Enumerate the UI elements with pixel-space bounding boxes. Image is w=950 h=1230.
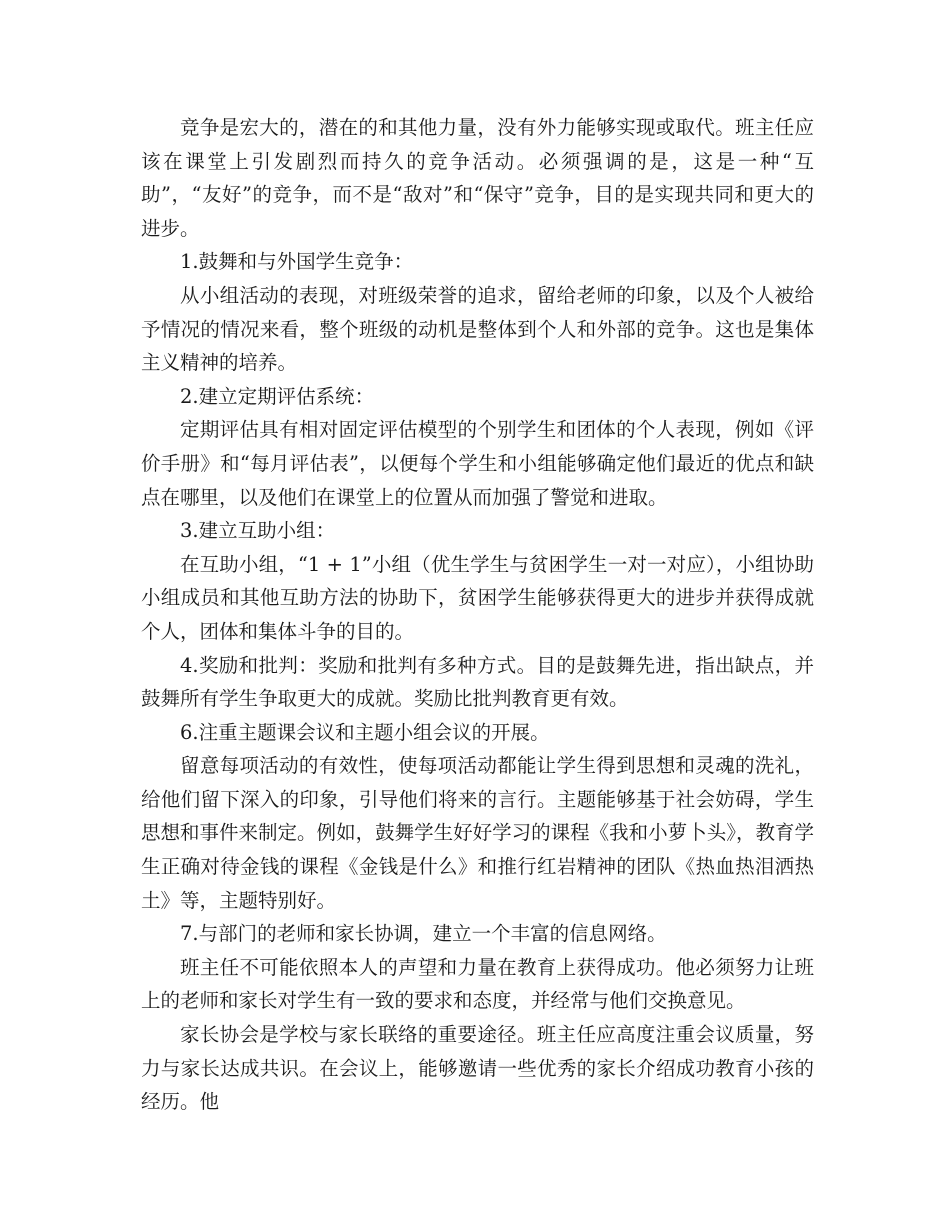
paragraph-item-4: 4.奖励和批判：奖励和批判有多种方式。目的是鼓舞先进，指出缺点，并鼓舞所有学生争取更大的成就。奖励比批判教育更有效。: [141, 653, 814, 711]
paragraph-item-6: 留意每项活动的有效性，使每项活动都能让学生得到思想和灵魂的洗礼，给他们留下深入的印象，引导他们将来的言行。主题能够基于社会妨碍，学生思想和事件来制定。例如，鼓舞学生好好学习的课程《我和小萝卜头》，教育学生正确对待金钱的课程《金钱是什么》和推行红岩精神的团队《热血热泪洒热土》等，主题特别好。: [141, 754, 814, 912]
paragraph-item-7: 班主任不可能依照本人的声望和力量在教育上获得成功。他必须努力让班上的老师和家长对学生有一致的要求和态度，并经常与他们交换意见。: [141, 955, 814, 1013]
heading-item-3: 3.建立互助小组：: [180, 519, 336, 543]
heading-item-7: 7.与部门的老师和家长协调，建立一个丰富的信息网络。: [180, 922, 667, 946]
paragraph-competition-intro: 竞争是宏大的，潜在的和其他力量，没有外力能够实现或取代。班主任应该在课堂上引发剧烈而持久的竞争活动。必须强调的是，这是一种“互助”，“友好”的竞争，而不是“敌对”和“保守”竞争，目的是实现共同和更大的进步。: [141, 116, 814, 240]
document-body: [141, 111, 814, 1119]
heading-item-2: 2.建立定期评估系统：: [180, 384, 375, 408]
heading-item-1: 1.鼓舞和与外国学生竞争：: [180, 250, 414, 274]
paragraph-parent-association: 家长协会是学校与家长联络的重要途径。班主任应高度注重会议质量，努力与家长达成共识。在会议上，能够邀请一些优秀的家长介绍成功教育小孩的经历。他: [141, 1023, 814, 1114]
heading-item-6: 6.注重主题课会议和主题小组会议的开展。: [180, 720, 550, 744]
paragraph-item-3: 在互助小组，“1 + 1”小组（优生学生与贫困学生一对一对应），小组协助小组成员和其他互助方法的协助下，贫困学生能够获得更大的进步并获得成就个人，团体和集体斗争的目的。: [141, 552, 814, 643]
paragraph-item-2: 定期评估具有相对固定评估模型的个别学生和团体的个人表现，例如《评价手册》和“每月评估表”，以便每个学生和小组能够确定他们最近的优点和缺点在哪里，以及他们在课堂上的位置从而加强了警觉和进取。: [141, 418, 814, 509]
paragraph-item-1: 从小组活动的表现，对班级荣誉的追求，留给老师的印象，以及个人被给予情况的情况来看，整个班级的动机是整体到个人和外部的竞争。这也是集体主义精神的培养。: [141, 283, 814, 375]
